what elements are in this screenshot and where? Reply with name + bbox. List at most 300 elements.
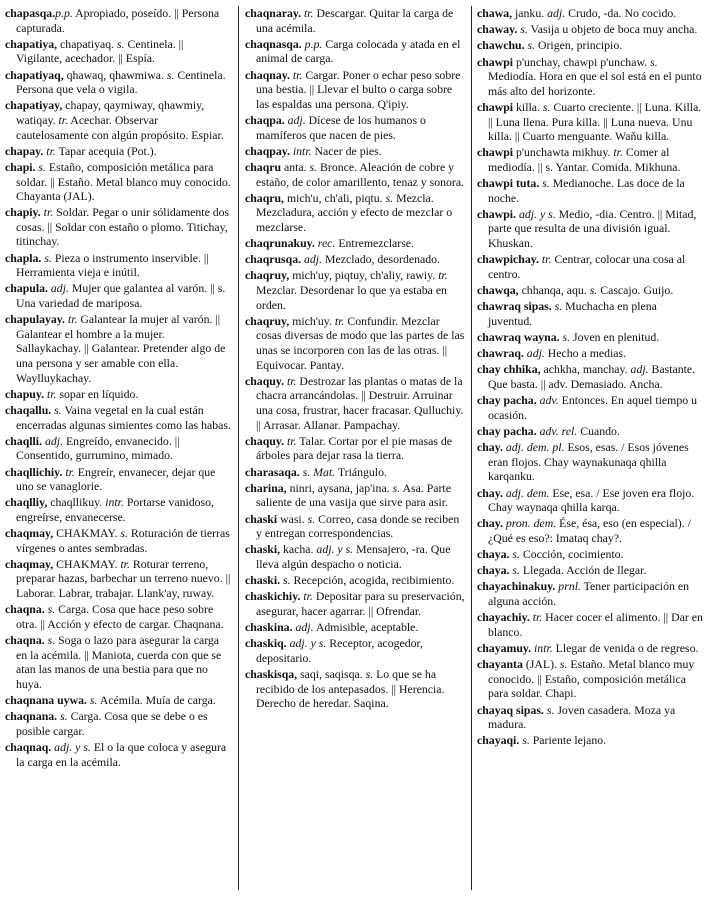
variants: CHAKMAY. [53,556,118,571]
headword: chapuy. [5,386,45,401]
headword: chaski. [245,573,281,588]
dictionary-entry [5,6,231,35]
definition: Cargar. Poner o echar peso sobre una bestia. || Llevar el bulto o carga sobre las espaldas una persona. Q'ipiy. [256,67,461,111]
definition: Pariente lejano. [529,733,607,748]
headword: chawchu. [477,38,525,53]
headword: chaqruy, [245,268,290,283]
grammar-label: pron. dem. [502,516,557,531]
grammar-label: tr. [529,610,543,625]
variants: CHAKMAY. [53,526,118,541]
headword: charina, [245,480,287,495]
column-2 [245,6,467,712]
dictionary-entry [5,68,231,97]
dictionary-entry [245,589,467,618]
dictionary-entry [5,434,231,463]
grammar-label: adj. [284,112,306,127]
grammar-label: tr. [538,252,552,267]
grammar-label: tr. [55,112,68,127]
dictionary-entry [477,362,703,391]
definition: Centrar, colocar una cosa al centro. [488,252,686,281]
definition: Galantear la mujer al varón. || Galantear el hombre a la mujer. Sallaykachay. || Galantear. Pretender algo de una persona y ser amable con ella. Waylluykachay. [16,312,226,385]
dictionary-entry [477,299,703,328]
grammar-label: tr. [43,143,56,158]
headword: chaqlli. [5,433,43,448]
headword: chaqnaq. [5,739,52,754]
dictionary-entry [5,602,231,631]
grammar-label: rec. [314,236,336,251]
headword: chaya. [477,563,510,578]
variants: mich'uy, piqtuy, ch'aliy, rawiy. [289,268,436,283]
grammar-label: s. [306,159,318,174]
grammar-label: p.p. [301,36,323,51]
grammar-label: tr. [44,386,57,401]
dictionary-entry [245,434,467,463]
column-divider [238,6,239,890]
definition: Origen, principio. [535,38,623,53]
grammar-label: tr. [300,589,313,604]
dictionary-entry [245,573,467,588]
dictionary-entry [477,55,703,99]
grammar-label: s. [389,480,401,495]
headword: chaqnana. [5,709,58,724]
variants: chhanqa, aqu. [518,283,587,298]
definition: Entonces. En aquel tiempo u ocasión. [488,393,697,422]
definition: Admisible, aceptable. [313,620,419,635]
definition: Descargar. Quitar la carga de una acémila. [256,6,454,35]
grammar-label: adv. rel. [536,423,578,438]
grammar-label: tr. [40,205,54,220]
grammar-label: s. [509,563,520,578]
definition: Llegada. Acción de llegar. [519,563,647,578]
headword: chaqnay. [245,67,290,82]
grammar-label: s. [114,36,125,51]
grammar-label: s. [539,99,551,114]
grammar-label: s. [117,526,128,541]
variants: chapay, qaymiway, qhawmiy, watiqay. [16,98,205,127]
grammar-label: adv. [536,393,559,408]
grammar-label: tr. [610,145,623,160]
definition: Acechar. Observar cautelosamente con algún propósito. Espiar. [16,112,224,142]
definition: Roturación de tierras vírgenes o antes sembradas. [16,526,230,555]
definition: Soga o lazo para asegurar la carga en la acémila. || Maniota, cuerda con que se atan las manos de una bestia para que no huya. [16,633,222,691]
definition: Vaina vegetal en la cual están encerradas algunas simientes como las habas. [16,402,231,432]
dictionary-entry [245,542,467,571]
definition: Medianoche. Las doce de la noche. [488,176,685,205]
headword: chaski [245,511,278,526]
variants: wasi. [277,511,305,526]
grammar-label: s. [543,702,555,717]
dictionary-entry [5,693,231,708]
grammar-label: tr. [62,464,75,479]
definition: Bastante. Que basta. || adv. Demasiado. Ancha. [488,362,696,391]
dictionary-entry [245,667,467,711]
dictionary-entry [477,252,703,281]
dictionary-entry [5,387,231,402]
dictionary-entry [245,144,467,159]
headword: chay chhika, [477,362,541,377]
headword: chapay. [5,143,44,158]
dictionary-entry [5,98,231,142]
definition: Triángulo. [335,464,387,479]
dictionary-entry [477,38,703,53]
definition: Apropiado, poseído. || Persona capturada. [16,6,220,35]
definition: Mezcla. Mezcladura, acción y efecto de mezclar o mezclarse. [256,190,453,234]
headword: chapatiyaq, [5,67,64,82]
headword: chaqna. [5,602,45,617]
grammar-label: s. [362,667,374,681]
grammar-label: adj. [42,433,64,448]
dictionary-entry [477,486,703,515]
grammar-label: adj. [47,281,69,296]
headword: charasaqa. [245,464,300,479]
definition: Estaño, composición metálica para soldar. || Estaño. Metal blanco muy conocido. Chayanta (JAL). [16,159,231,204]
definition: Carga. Cosa que hace peso sobre otra. || Acción y efecto de cargar. Chaqnana. [16,602,224,631]
headword: chay. [477,516,503,531]
dictionary-entry [477,393,703,422]
definition: Joven en plenitud. [570,330,660,344]
grammar-label: adj. [544,6,566,20]
headword: chayaqi. [477,733,520,748]
definition: Talar. Cortar por el pie masas de árboles para dejar rasa la tierra. [256,433,453,463]
grammar-label: tr. [331,313,345,328]
definition: Engreír, envanecer, dejar que uno se vanaglorie. [16,464,216,494]
grammar-label: s. [586,283,598,298]
headword: chapatiya, [5,36,58,51]
grammar-label: intr. [102,495,124,510]
definition: Carga. Cosa que se debe o es posible cargar. [16,709,208,738]
definition: Ese, esa. / Ese joven era flojo. Chay waynaqa qhilla karqa. [488,485,695,515]
headword: chaski, [245,542,281,557]
dictionary-entry [245,481,467,510]
dictionary-entry [477,657,703,701]
dictionary-entry [5,312,231,385]
definition: Carga colocada y atada en el animal de carga. [256,36,461,66]
grammar-label: s. [163,67,175,82]
headword: chaqna. [5,633,45,648]
dictionary-entry [245,68,467,112]
grammar-label: adj. [523,346,545,361]
headword: chay. [477,440,503,455]
grammar-label: p.p. [55,6,73,20]
grammar-label: s. [86,693,98,707]
headword: chaqruy, [245,313,290,328]
grammar-label: s. [519,733,530,748]
dictionary-entry [5,526,231,555]
headword: chawpi. [477,206,517,221]
variants: (JAL). [522,657,557,672]
dictionary-entry [477,733,703,748]
definition: El o la que coloca y asegura la carga en la acémila. [16,739,227,769]
variants: qhawaq, qhawmiwa. [63,67,164,82]
headword: chaqlliy, [5,495,48,510]
headword: chawqa, [477,283,519,298]
variants: ninri, aysana, jap'ina. [286,480,390,495]
definition: Depositar para su preservación, asegurar, hacer agarrar. || Ofrendar. [256,589,465,618]
grammar-label: s. [44,633,56,648]
grammar-label: adj. y s. [286,636,327,651]
dictionary-entry [477,22,703,37]
definition: Joven casadera. Moza ya madura. [488,702,676,732]
dictionary-entry [477,563,703,578]
headword: chaway. [477,22,518,37]
definition: Mediodía. Hora en que el sol está en el punto más alto del horizonte. [488,69,702,98]
definition: Destrozar las plantas o matas de la chacra arrancándolas. || Destruir. Arruinar una cosa, frustrar, hacer fracasar. Qulluchiy. || Arrasar. Allanar. Pampachay. [256,373,464,432]
grammar-label: adj. y s. [313,542,354,557]
headword: chaskichiy. [245,589,301,604]
dictionary-entry [477,100,703,144]
variants: kacha. [280,542,314,557]
definition: Llegar de venida o de regreso. [552,641,699,655]
headword: chawraq. [477,346,524,361]
grammar-label: tr. [284,373,297,388]
headword: chawpichay. [477,252,539,267]
dictionary-entry [245,268,467,312]
grammar-label: tr. [301,6,314,20]
definition: Mezclar. Desordenar lo que ya estaba en orden. [256,283,447,312]
definition: Mezclado, desordenado. [322,252,440,267]
dictionary-entry [245,252,467,267]
definition: Entremezclarse. [335,236,414,251]
grammar-label: s. [556,657,568,672]
column-divider [471,6,472,890]
definition: Cuando. [577,423,620,438]
grammar-label: intr. [531,641,553,655]
dictionary-entry [245,236,467,251]
grammar-label: s. [280,573,291,588]
variants: saqi, saqisqa. [297,667,363,681]
dictionary-entry [5,633,231,691]
column-1 [5,6,231,771]
headword: chayachinakuy. [477,579,556,594]
variants: mich'u, ch'ali, piqtu. [284,190,383,205]
dictionary-entry [5,144,231,159]
headword: chaqnasqa. [245,36,302,51]
headword: chapulayay. [5,312,65,327]
headword: chaqnana uywa. [5,693,87,707]
variants: chaqllikuy. [47,495,103,510]
dictionary-entry [5,403,231,432]
grammar-label: s. [524,38,536,53]
dictionary-entry [5,495,231,524]
headword: chay pacha. [477,423,537,438]
headword: chayachiy. [477,610,530,625]
headword: chawpi [477,54,514,69]
dictionary-page [5,6,705,892]
definition: Crudo, -da. No cocido. [565,6,677,20]
dictionary-entry [245,160,467,189]
headword: chaqpa. [245,112,285,127]
headword: chapatiyay, [5,98,63,113]
headword: chaqllichiy. [5,464,63,479]
definition: Asa. Parte saliente de una vasija que sirve para asir. [256,480,451,510]
headword: chay pacha. [477,393,537,408]
headword: chayanta [477,657,523,672]
grammar-label: tr. [117,556,130,571]
headword: chapasqa. [5,6,56,20]
grammar-label: s. [517,22,528,37]
grammar-label: adj. dem. [502,485,550,500]
headword: chaqpay. [245,143,290,158]
definition: Confundir. Mezclar cosas diversas de modo que las partes de las unas se incorporen con las de las otras. || Equivocar. Pantay. [256,313,465,372]
definition: Comer al mediodía. || s. Yantar. Comida. Mikhuna. [488,145,681,174]
definition: Ése, ésa, eso (en especial). / ¿Qué es eso?: Imataq chay?. [488,516,691,545]
headword: chaqnaray. [245,6,302,20]
dictionary-entry [5,37,231,66]
dictionary-entry [477,641,703,656]
variants: p'unchay, chawpi p'unchaw. [513,54,648,69]
grammar-label: s. [41,250,52,265]
grammar-label: adj. y s. [51,739,91,754]
definition: Acémila. Muía de carga. [97,693,216,707]
headword: chaquy. [245,433,285,448]
definition: Hecho a medias. [544,346,627,361]
headword: chay. [477,485,503,500]
dictionary-entry [245,314,467,372]
grammar-label: s. [539,176,550,191]
dictionary-entry [5,465,231,494]
dictionary-entry [245,191,467,235]
definition: Estaño. Metal blanco muy conocido. || Estaño, composición metálica para soldar. Chapi. [488,657,695,701]
variants: mich'uy. [289,313,332,328]
dictionary-entry [477,579,703,608]
definition: Engreído, envanecido. || Consentido, gurrumino, mimado. [16,433,180,463]
grammar-label: adj. [292,620,314,635]
definition: Mujer que galantea al varón. || s. Una variedad de mariposa. [16,281,226,311]
dictionary-entry [245,636,467,665]
headword: chaqrunakuy. [245,236,315,251]
grammar-label: adj. y s. [516,206,556,221]
definition: Tener participación en alguna acción. [488,579,689,609]
headword: chapula. [5,281,48,296]
dictionary-entry [245,512,467,541]
dictionary-entry [477,176,703,205]
dictionary-entry [477,610,703,639]
dictionary-entry [477,440,703,484]
headword: chaya. [477,547,510,562]
headword: chaqmay, [5,556,54,571]
definition: sopar en líquido. [56,386,139,401]
dictionary-entry [5,740,231,769]
definition: Dícese de los humanos o mamíferos que nacen de pies. [256,112,426,142]
definition: Correo, casa donde se reciben y entregan correspondencias. [256,511,460,541]
column-3 [477,6,703,750]
variants: achkha, manchay. [540,362,628,377]
definition: Centinela. || Vigilante, acechador. || Espía. [16,36,184,66]
headword: chaqru [245,159,282,174]
definition: Mensajero, -ra. Que lleva algún despacho o noticia. [256,542,451,571]
grammar-label: s. [35,159,46,174]
dictionary-entry [477,283,703,298]
definition: Portarse vanidoso, engreírse, envanecerse. [16,495,214,524]
dictionary-entry [477,346,703,361]
dictionary-entry [477,330,703,345]
grammar-label: s. Mat. [299,464,336,479]
grammar-label: s. [559,330,571,344]
headword: chaqrusqa. [245,252,302,267]
grammar-label: adj. dem. pl. [502,440,565,455]
definition: Medio, -dia. Centro. || Mitad, parte que resulta de una división igual. Khuskan. [488,206,697,251]
dictionary-entry [477,516,703,545]
grammar-label: s. [551,299,563,314]
headword: chayaq sipas. [477,702,544,717]
definition: Esos, esas. / Esos jóvenes eran flojos. Chay waynakunaqa qhilla karqanku. [488,440,689,484]
headword: chawraq wayna. [477,330,560,344]
headword: chaskina. [245,620,293,635]
dictionary-entry [477,207,703,251]
grammar-label: tr. [65,312,78,327]
dictionary-entry [245,620,467,635]
dictionary-entry [245,6,467,35]
grammar-label: s. [647,54,658,69]
grammar-label: intr. [289,143,312,158]
variants: killa. [513,99,540,114]
grammar-label: s. [57,709,68,724]
grammar-label: s. [304,511,316,526]
dictionary-entry [5,205,231,249]
definition: Receptor, acogedor, depositario. [256,636,423,665]
headword: chaqmay, [5,526,54,541]
definition: Vasija u objeto de boca muy ancha. [527,22,698,37]
variants: p'unchawta mikhuy. [513,145,611,160]
grammar-label: prnl. [555,579,581,594]
headword: chawa, [477,6,513,20]
dictionary-entry [245,37,467,66]
dictionary-entry [245,113,467,142]
dictionary-entry [477,547,703,562]
dictionary-entry [245,374,467,432]
headword: chapiy. [5,205,41,220]
grammar-label: s. [51,402,62,417]
grammar-label: s. [382,190,394,205]
headword: chaskiq. [245,636,287,651]
dictionary-entry [477,424,703,439]
dictionary-entry [5,709,231,738]
dictionary-entry [5,281,231,310]
definition: Lo que se ha recibido de los antepasados. || Herencia. Derecho de heredar. Saqina. [256,667,445,711]
definition: Bronce. Aleación de cobre y estaño, de color amarillento, tenaz y sonora. [256,159,465,189]
grammar-label: s. [44,602,56,617]
grammar-label: tr. [435,268,448,283]
variants: anta. [281,159,307,174]
grammar-label: adj. [627,362,649,377]
dictionary-entry [245,465,467,480]
definition: Nacer de pies. [311,143,382,158]
definition: Roturar terreno, preparar hazas, barbechar un terreno nuevo. || Laborar. Labrar, trabajar. Llank'ay, ruway. [16,556,231,601]
headword: chaqru, [245,190,285,205]
headword: chapla. [5,250,42,265]
definition: Cocción, cocimiento. [519,547,624,562]
dictionary-entry [5,557,231,601]
headword: chawraq sipas. [477,299,552,314]
grammar-label: s. [509,547,520,562]
variants: janku. [512,6,545,20]
definition: Pieza o instrumento inservible. || Herramienta vieja e inútil. [16,250,209,280]
headword: chaqallu. [5,402,52,417]
headword: chapi. [5,159,36,174]
dictionary-entry [5,160,231,204]
headword: chaquy. [245,373,285,388]
headword: chawpi tuta. [477,176,540,191]
definition: Cascajo. Guijo. [597,283,674,298]
grammar-label: tr. [289,67,303,82]
definition: Muchacha en plena juventud. [488,299,657,328]
headword: chayamuy. [477,641,532,655]
grammar-label: tr. [284,433,297,448]
headword: chawpi [477,99,514,114]
dictionary-entry [477,703,703,732]
definition: Hacer cocer el alimento. || Dar en blanco. [488,610,703,639]
definition: Soldar. Pegar o unir sólidamente dos cosas. || Soldar con estaño o plomo. Titichay, titinchay. [16,205,230,249]
